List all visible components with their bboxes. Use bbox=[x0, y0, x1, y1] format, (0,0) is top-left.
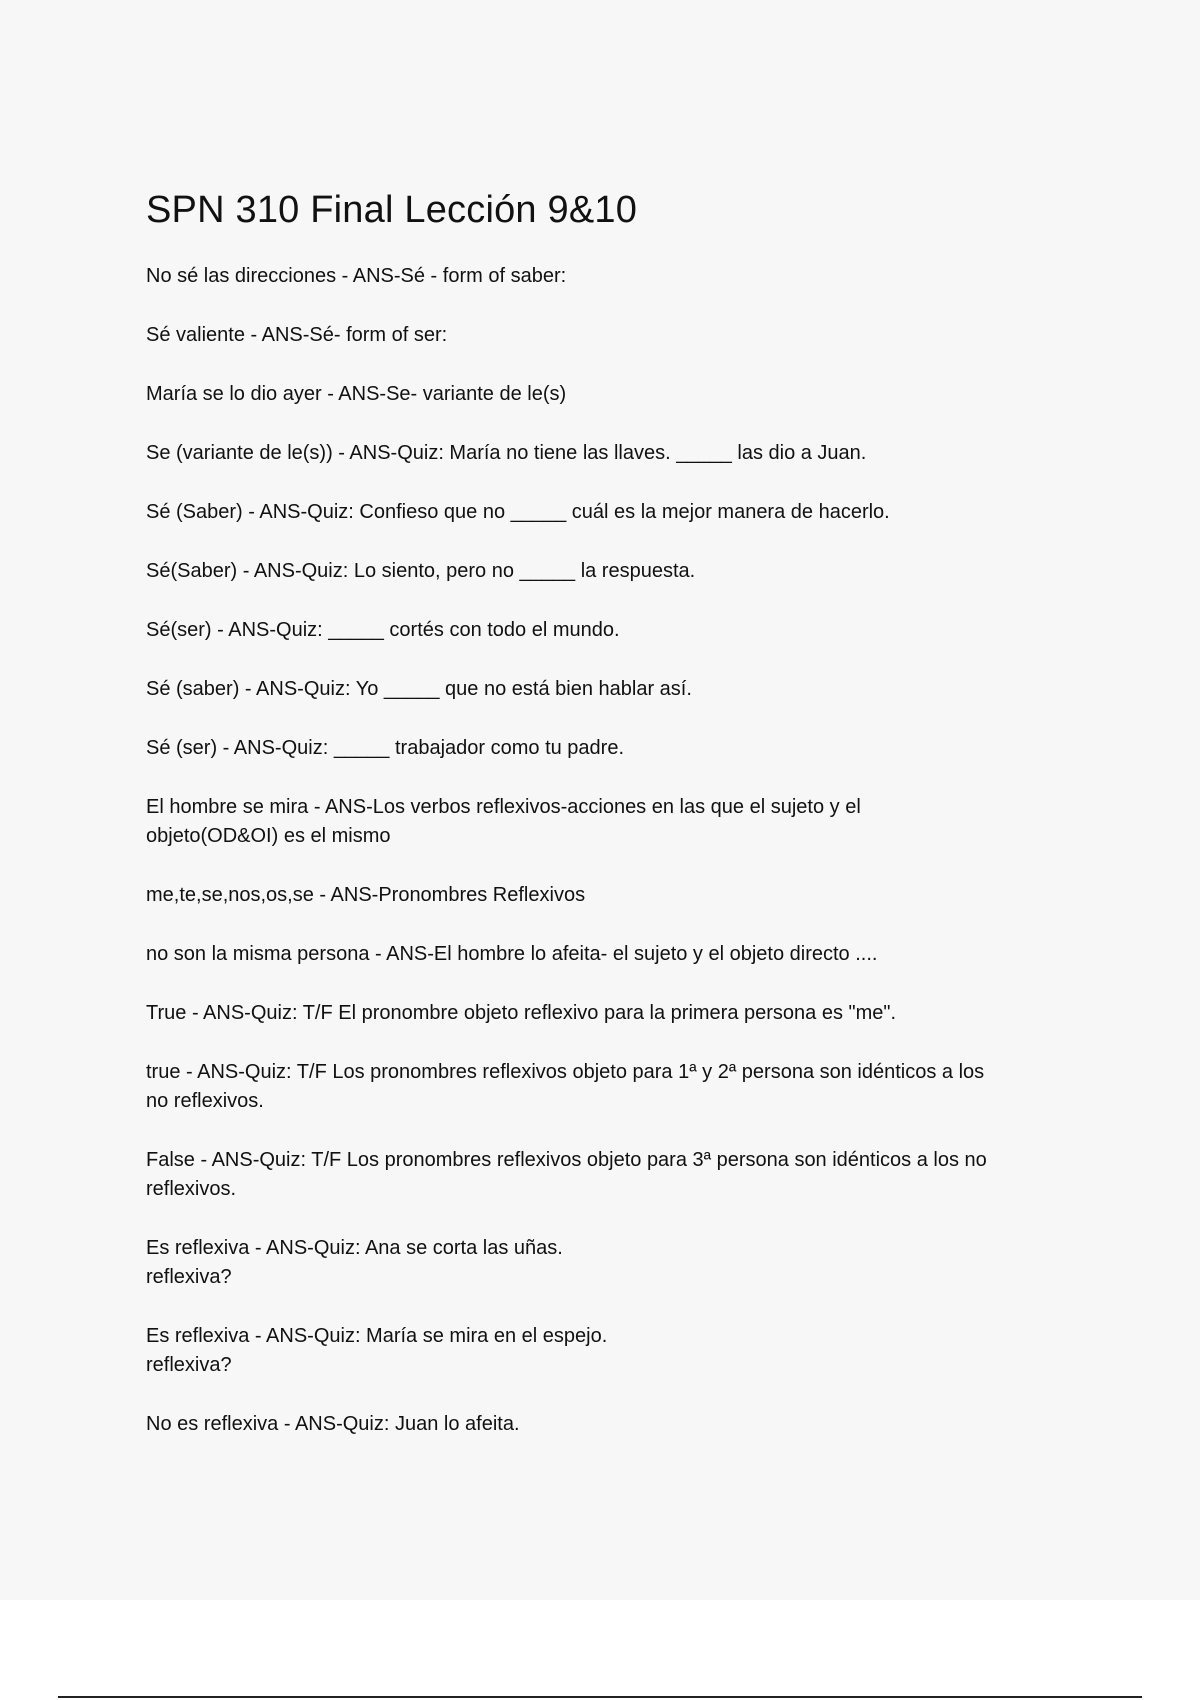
document-title: SPN 310 Final Lección 9&10 bbox=[146, 189, 638, 231]
flashcard-entry: Sé valiente - ANS-Sé- form of ser: bbox=[146, 324, 448, 346]
flashcard-entry: María se lo dio ayer - ANS-Se- variante de le(s) bbox=[146, 383, 567, 405]
flashcard-entry: me,te,se,nos,os,se - ANS-Pronombres Reflexivos bbox=[146, 884, 586, 906]
page-separator-line bbox=[58, 1696, 1142, 1698]
flashcard-entry: No sé las direcciones - ANS-Sé - form of saber: bbox=[146, 265, 567, 287]
flashcard-entry: True - ANS-Quiz: T/F El pronombre objeto reflexivo para la primera persona es "me". bbox=[146, 1002, 897, 1024]
flashcard-entry: Sé (ser) - ANS-Quiz: _____ trabajador como tu padre. bbox=[146, 737, 625, 759]
flashcard-entry: Sé(Saber) - ANS-Quiz: Lo siento, pero no _____ la respuesta. bbox=[146, 560, 696, 582]
flashcard-entry: no son la misma persona - ANS-El hombre lo afeita- el sujeto y el objeto directo .... bbox=[146, 943, 878, 965]
document-content bbox=[146, 186, 1086, 1469]
flashcard-entry: Sé (saber) - ANS-Quiz: Yo _____ que no está bien hablar así. bbox=[146, 678, 692, 700]
flashcard-entry: Sé (Saber) - ANS-Quiz: Confieso que no _____ cuál es la mejor manera de hacerlo. bbox=[146, 501, 890, 523]
flashcard-entry: El hombre se mira - ANS-Los verbos reflexivos-acciones en las que el sujeto y el objeto(OD&OI) es el mismo bbox=[146, 796, 861, 847]
flashcard-entry: False - ANS-Quiz: T/F Los pronombres reflexivos objeto para 3ª persona son idénticos a los no reflexivos. bbox=[146, 1149, 987, 1200]
flashcard-list bbox=[146, 262, 1086, 1439]
flashcard-entry: Es reflexiva - ANS-Quiz: Ana se corta las uñas. reflexiva? bbox=[146, 1237, 563, 1288]
flashcard-entry: Se (variante de le(s)) - ANS-Quiz: María no tiene las llaves. _____ las dio a Juan. bbox=[146, 442, 867, 464]
flashcard-entry: Sé(ser) - ANS-Quiz: _____ cortés con todo el mundo. bbox=[146, 619, 620, 641]
flashcard-entry: true - ANS-Quiz: T/F Los pronombres reflexivos objeto para 1ª y 2ª persona son idénticos a los no reflexivos. bbox=[146, 1061, 985, 1112]
flashcard-entry: Es reflexiva - ANS-Quiz: María se mira en el espejo. reflexiva? bbox=[146, 1325, 608, 1376]
flashcard-entry: No es reflexiva - ANS-Quiz: Juan lo afeita. bbox=[146, 1413, 520, 1435]
